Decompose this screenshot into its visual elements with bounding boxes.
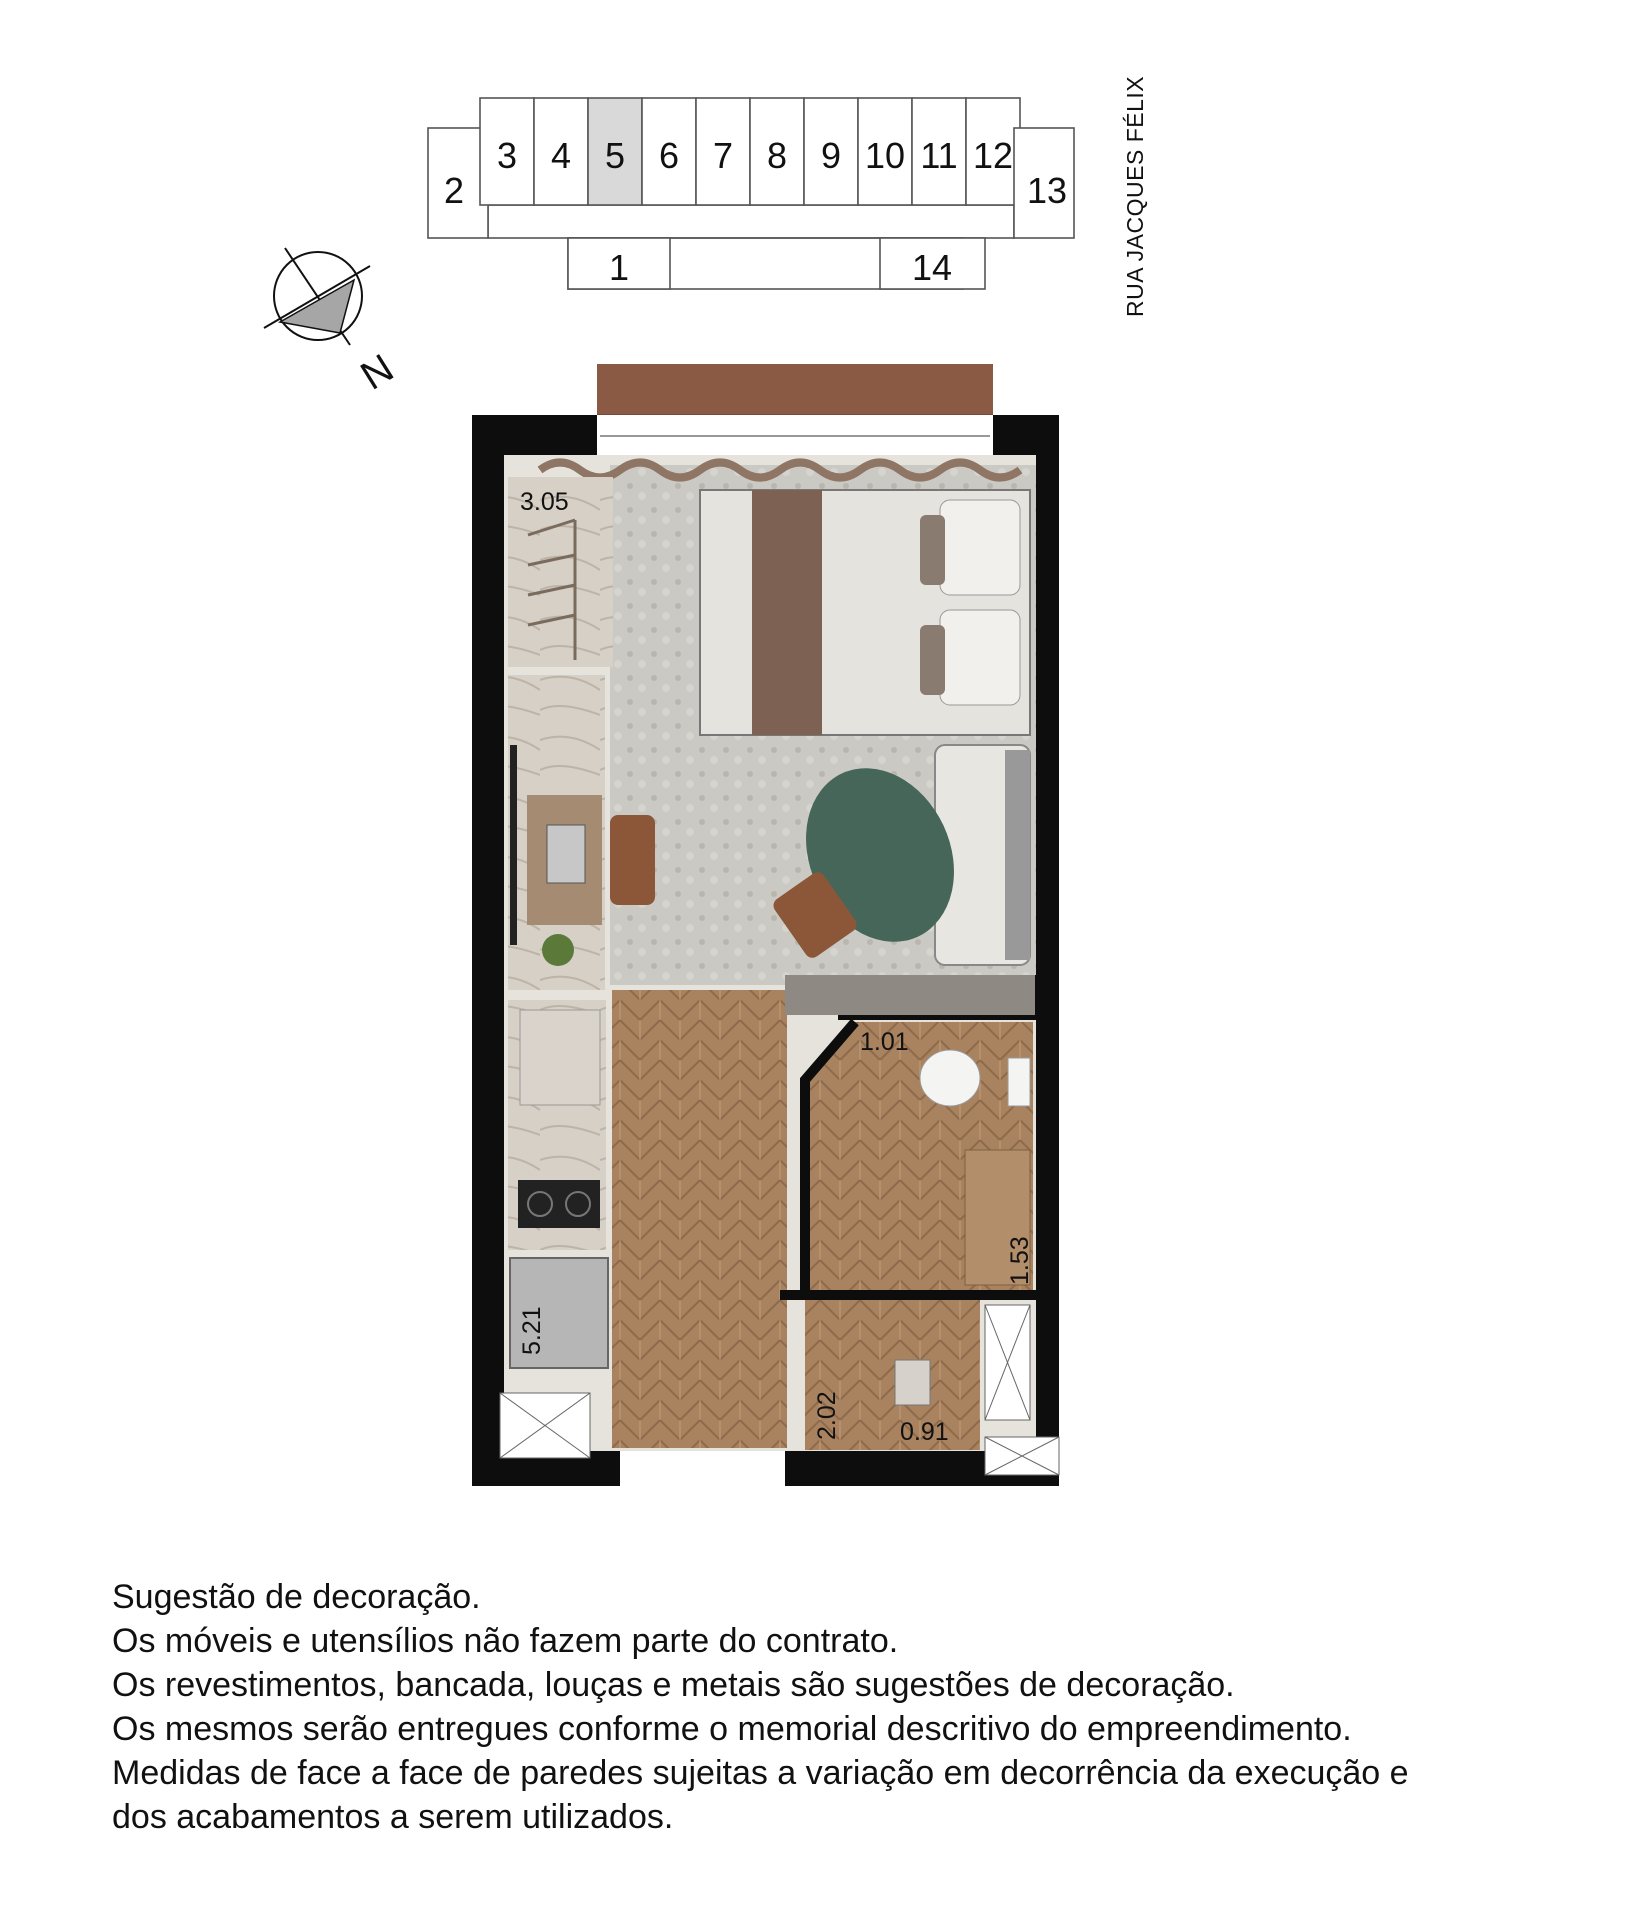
toilet-tank bbox=[1008, 1058, 1030, 1106]
pillow bbox=[920, 515, 945, 585]
unit-label-3: 3 bbox=[496, 135, 518, 176]
disclaimer-notes bbox=[112, 1575, 1592, 1839]
unit-label-6: 6 bbox=[658, 135, 680, 176]
bathroom-counter bbox=[785, 975, 1035, 1015]
note-line: dos acabamentos a serem utilizados. bbox=[112, 1798, 674, 1836]
note-line: Medidas de face a face de paredes sujeitas a variação em decorrência da execução e bbox=[112, 1754, 1409, 1792]
balcony bbox=[597, 364, 993, 416]
unit-label-5: 5 bbox=[604, 135, 626, 176]
tank-icon bbox=[895, 1360, 930, 1405]
unit-label-7: 7 bbox=[712, 135, 734, 176]
unit-label-4: 4 bbox=[550, 135, 572, 176]
service-wall bbox=[780, 1290, 1036, 1300]
laptop-icon bbox=[547, 825, 585, 883]
pillow bbox=[940, 610, 1020, 705]
unit-label-2: 2 bbox=[443, 170, 465, 211]
unit-label-11: 11 bbox=[920, 135, 958, 176]
bed-throw bbox=[752, 490, 822, 735]
unit-label-8: 8 bbox=[766, 135, 788, 176]
note-line: Os revestimentos, bancada, louças e metais são sugestões de decoração. bbox=[112, 1666, 1235, 1704]
sink bbox=[520, 1010, 600, 1105]
unit-label-10: 10 bbox=[864, 135, 906, 176]
cooktop bbox=[518, 1180, 600, 1228]
closet-dimension: 3.05 bbox=[520, 488, 569, 516]
unit-label-12: 12 bbox=[972, 135, 1014, 176]
pillow bbox=[920, 625, 945, 695]
plant-icon bbox=[542, 934, 574, 966]
pillow bbox=[940, 500, 1020, 595]
kitchen-dimension: 5.21 bbox=[518, 1306, 546, 1355]
note-line: Sugestão de decoração. bbox=[112, 1578, 481, 1616]
north-label: N bbox=[353, 346, 402, 399]
service-length-dimension: 2.02 bbox=[813, 1391, 841, 1440]
toilet bbox=[920, 1050, 980, 1106]
note-line: Os móveis e utensílios não fazem parte do contrato. bbox=[112, 1622, 899, 1660]
hallway-floor bbox=[612, 990, 787, 1448]
sofa-back bbox=[1005, 750, 1030, 960]
bathroom-dimension: 1.01 bbox=[860, 1028, 909, 1056]
street-name: RUA JACQUES FÉLIX bbox=[1122, 75, 1148, 317]
note-line: Os mesmos serão entregues conforme o memorial descritivo do empreendimento. bbox=[112, 1710, 1352, 1748]
vanity-dimension: 1.53 bbox=[1006, 1236, 1034, 1285]
unit-label-14: 14 bbox=[911, 247, 953, 288]
tv bbox=[510, 745, 517, 945]
unit-label-1: 1 bbox=[608, 247, 630, 288]
unit-label-9: 9 bbox=[820, 135, 842, 176]
service-width-dimension: 0.91 bbox=[900, 1418, 949, 1446]
unit-label-13: 13 bbox=[1026, 170, 1068, 211]
desk-chair bbox=[610, 815, 655, 905]
